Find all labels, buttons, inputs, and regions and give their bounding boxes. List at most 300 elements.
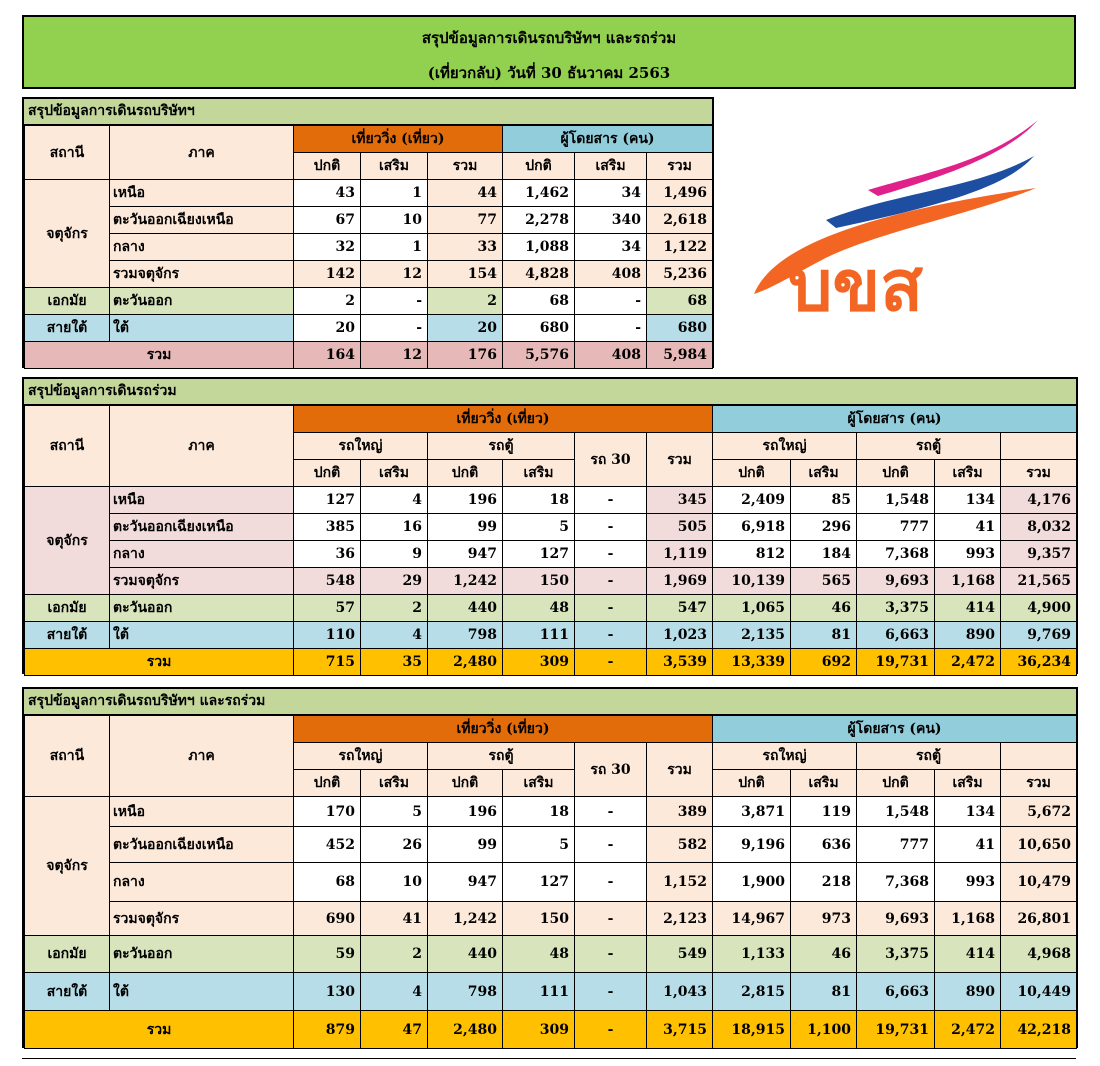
station-cell: จตุจักร [25,180,110,288]
value-cell: 4,900 [1001,595,1077,622]
value-cell: - [575,514,647,541]
value-cell: 85 [791,487,857,514]
value-cell: 10,650 [1001,827,1077,863]
value-cell: 57 [294,595,361,622]
station-cell: สายใต้ [25,315,110,342]
station-cell: จตุจักร [25,797,110,936]
value-cell: 440 [428,936,503,973]
total-value-cell: 13,339 [713,649,791,676]
total-value-cell: 2,480 [428,649,503,676]
value-cell: 777 [857,514,935,541]
value-cell: 296 [791,514,857,541]
region-cell: ตะวันออก [110,595,294,622]
trips-normal-header: ปกติ [428,770,503,797]
value-cell: 690 [294,902,361,936]
value-cell: 7,368 [857,541,935,568]
region-cell: รวมจตุจักร [110,902,294,936]
value-cell: 680 [647,315,713,342]
total-value-cell: 5,576 [503,342,575,369]
value-cell: 777 [857,827,935,863]
value-cell: 16 [361,514,428,541]
trips-bus30-header: รถ 30 [575,743,647,797]
trips-normal-header: ปกติ [294,460,361,487]
value-cell: 1,969 [647,568,713,595]
report-title: สรุปข้อมูลการเดินรถบริษัทฯ และรถร่วม [421,29,677,47]
total-value-cell: 176 [428,342,503,369]
value-cell: 947 [428,863,503,902]
total-value-cell: 19,731 [857,649,935,676]
value-cell: 81 [791,622,857,649]
value-cell: 43 [294,180,361,207]
value-cell: 1 [361,180,428,207]
value-cell: 440 [428,595,503,622]
value-cell: 48 [503,595,575,622]
value-cell: 127 [503,541,575,568]
value-cell: 1,242 [428,902,503,936]
value-cell: 48 [503,936,575,973]
bks-logo [748,112,1048,322]
value-cell: 3,375 [857,595,935,622]
total-value-cell: - [575,649,647,676]
value-cell: 81 [791,973,857,1011]
value-cell: 4,176 [1001,487,1077,514]
value-cell: 5,672 [1001,797,1077,827]
passengers-header: ผู้โดยสาร (คน) [713,406,1077,433]
pax-normal-header: ปกติ [857,460,935,487]
trips-total-header: รวม [647,433,713,487]
value-cell: 46 [791,936,857,973]
value-cell: - [575,541,647,568]
region-cell: เหนือ [110,487,294,514]
value-cell: 4,968 [1001,936,1077,973]
header-row [25,716,1077,743]
value-cell: 2 [294,288,361,315]
data-row [25,514,1077,541]
value-cell: 340 [575,207,647,234]
value-cell: - [575,288,647,315]
value-cell: 36 [294,541,361,568]
passengers-total-header: รวม [647,153,713,180]
value-cell: 18 [503,797,575,827]
total-value-cell: 3,539 [647,649,713,676]
value-cell: 4 [361,622,428,649]
trips-header: เที่ยววิ่ง (เที่ยว) [294,126,503,153]
value-cell: - [575,622,647,649]
pax-extra-header: เสริม [935,770,1001,797]
value-cell: 549 [647,936,713,973]
trips-extra-header: เสริม [361,153,428,180]
value-cell: 196 [428,487,503,514]
total-row [25,342,713,369]
total-value-cell: 164 [294,342,361,369]
value-cell: 1,462 [503,180,575,207]
total-value-cell: 18,915 [713,1011,791,1049]
pax-blank-header [1001,743,1077,770]
region-cell: เหนือ [110,180,294,207]
data-row [25,936,1077,973]
total-value-cell: 47 [361,1011,428,1049]
value-cell: 119 [791,797,857,827]
value-cell: 10,449 [1001,973,1077,1011]
trips-van-header: รถตู้ [428,743,575,770]
data-row [25,234,713,261]
value-cell: 5 [361,797,428,827]
value-cell: 2,618 [647,207,713,234]
bks-logo-graphic [748,112,1048,322]
pax-normal-header: ปกติ [857,770,935,797]
data-row [25,487,1077,514]
value-cell: 218 [791,863,857,902]
value-cell: - [575,797,647,827]
value-cell: 3,375 [857,936,935,973]
value-cell: 345 [647,487,713,514]
value-cell: 2,278 [503,207,575,234]
value-cell: 10,139 [713,568,791,595]
value-cell: 2,135 [713,622,791,649]
data-row [25,902,1077,936]
value-cell: - [575,595,647,622]
value-cell: 3,871 [713,797,791,827]
total-value-cell: 2,480 [428,1011,503,1049]
data-row [25,595,1077,622]
value-cell: - [575,902,647,936]
trips-bigbus-header: รถใหญ่ [294,433,428,460]
pax-normal-header: ปกติ [713,770,791,797]
company-summary-title: สรุปข้อมูลการเดินรถบริษัทฯ [24,99,712,125]
value-cell: 33 [428,234,503,261]
value-cell: 68 [294,863,361,902]
value-cell: 1,119 [647,541,713,568]
value-cell: 1,900 [713,863,791,902]
value-cell: 32 [294,234,361,261]
value-cell: 110 [294,622,361,649]
value-cell: 408 [575,261,647,288]
value-cell: 20 [428,315,503,342]
value-cell: 1,242 [428,568,503,595]
value-cell: 1,023 [647,622,713,649]
value-cell: 452 [294,827,361,863]
pax-blank-header [1001,433,1077,460]
station-cell: เอกมัย [25,595,110,622]
value-cell: - [361,315,428,342]
value-cell: - [575,315,647,342]
trips-extra-header: เสริม [503,770,575,797]
value-cell: 77 [428,207,503,234]
region-cell: ตะวันออกเฉียงเหนือ [110,207,294,234]
value-cell: 9 [361,541,428,568]
value-cell: 414 [935,595,1001,622]
value-cell: 385 [294,514,361,541]
total-label: รวม [25,649,294,676]
total-value-cell: 408 [575,342,647,369]
total-value-cell: 12 [361,342,428,369]
total-value-cell: 35 [361,649,428,676]
trips-normal-header: ปกติ [294,153,361,180]
value-cell: 41 [935,827,1001,863]
value-cell: 565 [791,568,857,595]
data-row [25,180,713,207]
value-cell: 68 [503,288,575,315]
total-row [25,1011,1077,1049]
passengers-normal-header: ปกติ [503,153,575,180]
value-cell: 9,693 [857,568,935,595]
data-row [25,568,1077,595]
value-cell: 7,368 [857,863,935,902]
value-cell: 582 [647,827,713,863]
value-cell: 127 [294,487,361,514]
report-title-banner [22,15,1076,89]
value-cell: 111 [503,622,575,649]
value-cell: 142 [294,261,361,288]
value-cell: 127 [503,863,575,902]
station-cell: สายใต้ [25,973,110,1011]
joint-summary-table [24,405,1077,676]
value-cell: 41 [361,902,428,936]
pax-bigbus-header: รถใหญ่ [713,743,857,770]
total-value-cell: 5,984 [647,342,713,369]
header-row [25,126,713,153]
region-cell: กลาง [110,234,294,261]
bottom-border [22,1058,1076,1059]
total-value-cell: 1,100 [791,1011,857,1049]
value-cell: 1,168 [935,902,1001,936]
value-cell: - [575,487,647,514]
pax-bigbus-header: รถใหญ่ [713,433,857,460]
value-cell: 2,409 [713,487,791,514]
value-cell: 14,967 [713,902,791,936]
value-cell: 812 [713,541,791,568]
region-header: ภาค [110,126,294,180]
joint-summary-section [22,377,1078,674]
trips-normal-header: ปกติ [294,770,361,797]
trips-header: เที่ยววิ่ง (เที่ยว) [294,406,713,433]
value-cell: 1,065 [713,595,791,622]
station-header: สถานี [25,126,110,180]
trips-bigbus-header: รถใหญ่ [294,743,428,770]
region-header: ภาค [110,406,294,487]
total-value-cell: 2,472 [935,1011,1001,1049]
passengers-extra-header: เสริม [575,153,647,180]
data-row [25,973,1077,1011]
value-cell: 636 [791,827,857,863]
header-row [25,406,1077,433]
pax-van-header: รถตู้ [857,743,1001,770]
value-cell: 18 [503,487,575,514]
value-cell: 34 [575,180,647,207]
station-cell: สายใต้ [25,622,110,649]
value-cell: 1,133 [713,936,791,973]
value-cell: 99 [428,514,503,541]
total-value-cell: 3,715 [647,1011,713,1049]
data-row [25,288,713,315]
data-row [25,541,1077,568]
pax-total-header: รวม [1001,460,1077,487]
data-row [25,315,713,342]
value-cell: 59 [294,936,361,973]
value-cell: 170 [294,797,361,827]
value-cell: - [575,863,647,902]
trips-extra-header: เสริม [503,460,575,487]
passengers-header: ผู้โดยสาร (คน) [713,716,1077,743]
total-value-cell: 309 [503,1011,575,1049]
value-cell: 4 [361,487,428,514]
value-cell: 26,801 [1001,902,1077,936]
value-cell: 9,196 [713,827,791,863]
value-cell: 1,496 [647,180,713,207]
value-cell: 44 [428,180,503,207]
value-cell: 414 [935,936,1001,973]
value-cell: 99 [428,827,503,863]
report-subtitle: (เที่ยวกลับ) วันที่ 30 ธันวาคม 2563 [427,64,671,82]
value-cell: - [361,288,428,315]
value-cell: - [575,973,647,1011]
total-value-cell: 309 [503,649,575,676]
data-row [25,622,1077,649]
value-cell: 9,357 [1001,541,1077,568]
station-header: สถานี [25,406,110,487]
trips-extra-header: เสริม [361,460,428,487]
region-cell: ใต้ [110,315,294,342]
trips-total-header: รวม [647,743,713,797]
passengers-header: ผู้โดยสาร (คน) [503,126,713,153]
value-cell: 6,663 [857,973,935,1011]
region-cell: ตะวันออก [110,936,294,973]
value-cell: 1,152 [647,863,713,902]
total-value-cell: - [575,1011,647,1049]
value-cell: 41 [935,514,1001,541]
trips-van-header: รถตู้ [428,433,575,460]
total-value-cell: 879 [294,1011,361,1049]
pax-total-header: รวม [1001,770,1077,797]
trips-total-header: รวม [428,153,503,180]
value-cell: 21,565 [1001,568,1077,595]
value-cell: 798 [428,622,503,649]
value-cell: 26 [361,827,428,863]
region-cell: รวมจตุจักร [110,568,294,595]
value-cell: 5,236 [647,261,713,288]
value-cell: 548 [294,568,361,595]
value-cell: 134 [935,487,1001,514]
value-cell: 134 [935,797,1001,827]
pax-extra-header: เสริม [791,460,857,487]
value-cell: - [575,827,647,863]
region-cell: ใต้ [110,622,294,649]
value-cell: 6,918 [713,514,791,541]
value-cell: 389 [647,797,713,827]
value-cell: - [575,936,647,973]
region-cell: ตะวันออก [110,288,294,315]
value-cell: 8,032 [1001,514,1077,541]
total-value-cell: 19,731 [857,1011,935,1049]
total-value-cell: 715 [294,649,361,676]
value-cell: 34 [575,234,647,261]
region-cell: ใต้ [110,973,294,1011]
data-row [25,863,1077,902]
value-cell: - [575,568,647,595]
value-cell: 2 [361,936,428,973]
data-row [25,207,713,234]
value-cell: 1,168 [935,568,1001,595]
total-row [25,649,1077,676]
value-cell: 973 [791,902,857,936]
combined-summary-section [22,687,1078,1048]
value-cell: 29 [361,568,428,595]
value-cell: 46 [791,595,857,622]
combined-summary-title: สรุปข้อมูลการเดินรถบริษัทฯ และรถร่วม [24,689,1076,715]
trips-bus30-header: รถ 30 [575,433,647,487]
value-cell: 150 [503,902,575,936]
value-cell: 9,693 [857,902,935,936]
combined-summary-table [24,715,1077,1049]
value-cell: 2,123 [647,902,713,936]
value-cell: 1,043 [647,973,713,1011]
value-cell: 67 [294,207,361,234]
joint-summary-title: สรุปข้อมูลการเดินรถร่วม [24,379,1076,405]
region-cell: กลาง [110,541,294,568]
value-cell: 4 [361,973,428,1011]
region-header: ภาค [110,716,294,797]
value-cell: 10 [361,207,428,234]
total-value-cell: 36,234 [1001,649,1077,676]
value-cell: 5 [503,514,575,541]
station-cell: เอกมัย [25,288,110,315]
company-summary-table [24,125,713,369]
data-row [25,797,1077,827]
value-cell: 68 [647,288,713,315]
value-cell: 6,663 [857,622,935,649]
value-cell: 2,815 [713,973,791,1011]
value-cell: 798 [428,973,503,1011]
station-cell: เอกมัย [25,936,110,973]
value-cell: 130 [294,973,361,1011]
value-cell: 154 [428,261,503,288]
pax-extra-header: เสริม [935,460,1001,487]
trips-header: เที่ยววิ่ง (เที่ยว) [294,716,713,743]
value-cell: 2 [428,288,503,315]
value-cell: 505 [647,514,713,541]
trips-extra-header: เสริม [361,770,428,797]
value-cell: 196 [428,797,503,827]
data-row [25,261,713,288]
value-cell: 993 [935,541,1001,568]
value-cell: 184 [791,541,857,568]
station-cell: จตุจักร [25,487,110,595]
logo-text: บขส [788,247,924,322]
value-cell: 547 [647,595,713,622]
value-cell: 10,479 [1001,863,1077,902]
trips-normal-header: ปกติ [428,460,503,487]
total-value-cell: 2,472 [935,649,1001,676]
value-cell: 890 [935,622,1001,649]
total-value-cell: 42,218 [1001,1011,1077,1049]
region-cell: ตะวันออกเฉียงเหนือ [110,514,294,541]
data-row [25,827,1077,863]
value-cell: 1 [361,234,428,261]
region-cell: ตะวันออกเฉียงเหนือ [110,827,294,863]
value-cell: 10 [361,863,428,902]
region-cell: รวมจตุจักร [110,261,294,288]
total-label: รวม [25,1011,294,1049]
value-cell: 4,828 [503,261,575,288]
region-cell: เหนือ [110,797,294,827]
value-cell: 20 [294,315,361,342]
company-summary-section [22,97,714,368]
total-label: รวม [25,342,294,369]
value-cell: 680 [503,315,575,342]
region-cell: กลาง [110,863,294,902]
value-cell: 993 [935,863,1001,902]
value-cell: 1,548 [857,797,935,827]
